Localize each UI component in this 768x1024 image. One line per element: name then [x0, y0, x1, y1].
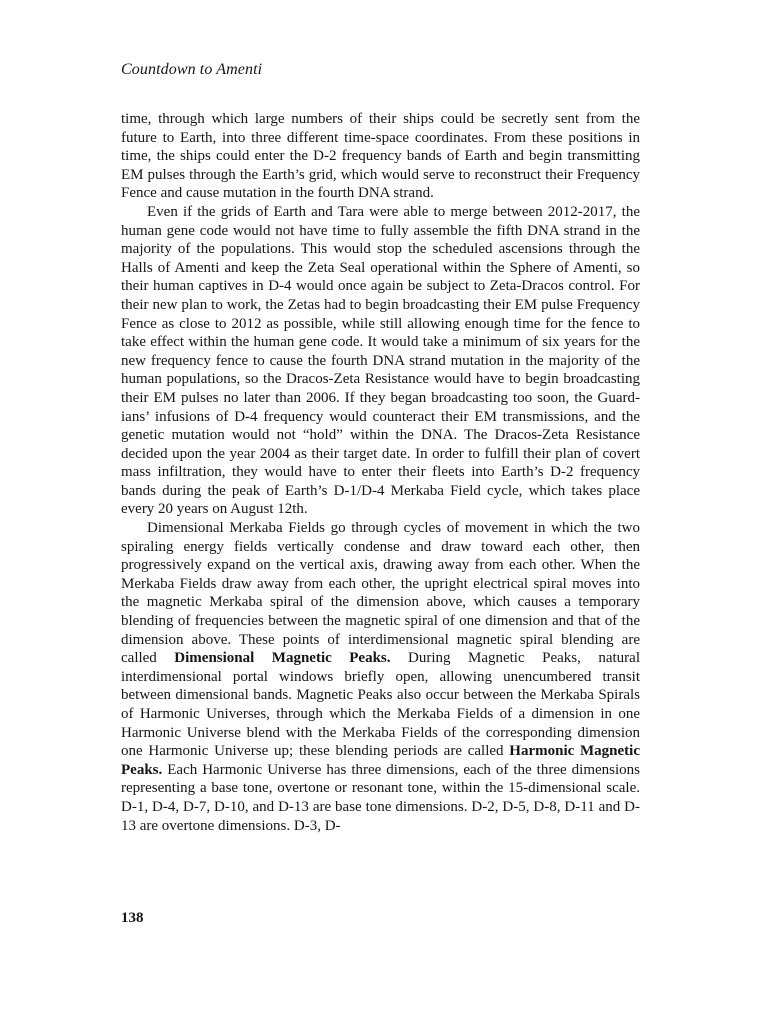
page-number: 138: [121, 910, 144, 926]
paragraph-3-part-1: Dimensional Merkaba Fields go through cycles of movement in which the two spiraling energy fields vertically condense and draw toward each other, then progressively expand on the vertical axis, drawing away from each other. When the Merkaba Fields draw away from each other, the upright electrical spiral moves into the magnetic Merkaba spiral of the dimension above, which causes a temporary blending of frequencies between the magnetic spiral of one dimension and that of the dimension above. These points of interdimensional magnetic spiral blending are called: [121, 520, 640, 667]
term-harmonic-magnetic-peaks: Harmonic Magnetic Peaks.: [121, 743, 640, 778]
paragraph-2: Even if the grids of Earth and Tara were able to merge between 2012-2017, the human gene code would not have time to fully assemble the fifth DNA strand in the majority of the populations. This would stop the scheduled ascensions through the Halls of Amenti and keep the Zeta Seal operational within the Sphere of Amenti, so their human captives in D-4 would once again be subject to Zeta-Dracos control. For their new plan to work, the Zetas had to begin broadcasting their EM pulse Frequency Fence as close to 2012 as possible, while still allowing enough time for the fence to take effect within the human gene code. It would take a minimum of six years for the new frequency fence to cause the fourth DNA strand mutation in the majority of the human populations, so the Dracos-Zeta Resistance would have to begin broadcasting their EM pulses no later than 2006. If they began broadcasting too soon, the Guardians’ infusions of D-4 frequency would counteract their EM transmissions, and the genetic mutation would not “hold” within the DNA. The Dracos-Zeta Resistance decided upon the year 2004 as their target date. In order to fulfill their plan of covert mass infiltration, they would have to enter their fleets into Earth’s D-2 frequency bands during the peak of Earth’s D-1/D-4 Merkaba Field cycle, which takes place every 20 years on August 12th.: [121, 203, 640, 518]
paragraph-1: time, through which large numbers of their ships could be secretly sent from the future to Earth, into three different time-space coordinates. From these positions in time, the ships could enter the D-2 frequency bands of Earth and begin transmitting EM pulses through the Earth’s grid, which would serve to reconstruct their Frequency Fence and cause mutation in the fourth DNA strand.: [121, 111, 640, 202]
running-head: Countdown to Amenti: [121, 61, 263, 78]
paragraph-3-part-2: During Magnetic Peaks, natural interdimensional portal windows briefly open, allowing unencumbered transit between dimensional bands. Magnetic Peaks also occur between the Merkaba Spirals of Harmonic Universes, through which the Merkaba Fields of a dimension in one Harmonic Universe blend with the Merkaba Fields of the corresponding dimension one Harmonic Universe up; these blending periods are called: [121, 650, 640, 760]
paragraph-3-part-3: Each Harmonic Universe has three dimensions, each of the three dimensions representing a base tone, overtone or resonant tone, within the 15-dimensional scale. D-1, D-4, D-7, D-10, and D-13 are base tone dimensions. D-2, D-5, D-8, D-11 and D-13 are overtone dimensions. D-3, D-: [121, 761, 640, 834]
term-dimensional-magnetic-peaks: Dimensional Magnetic Peaks.: [174, 650, 391, 667]
paragraph-3: [121, 519, 640, 835]
body-text: [121, 110, 640, 835]
